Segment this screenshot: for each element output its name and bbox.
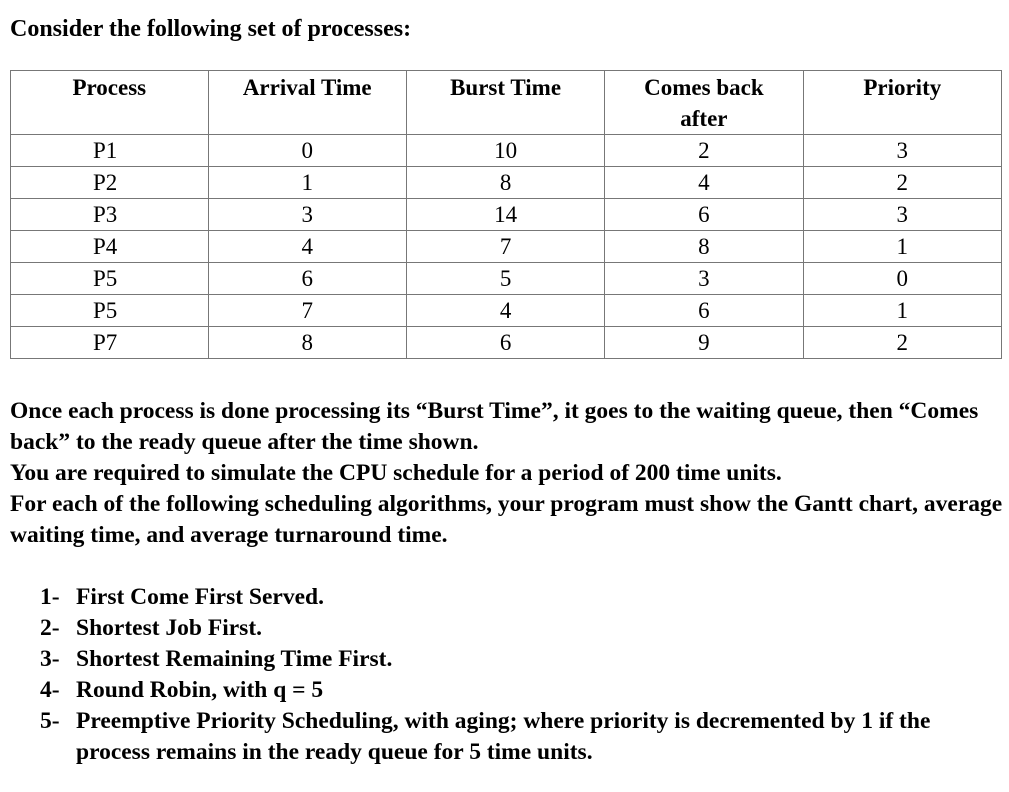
table-row [11, 327, 1002, 359]
cell-burst: 10 [406, 135, 604, 167]
cell-burst: 5 [406, 263, 604, 295]
cell-process: P5 [11, 263, 209, 295]
list-item-text: Round Robin, with q = 5 [76, 677, 324, 703]
cell-process: P3 [11, 199, 209, 231]
cell-priority: 1 [803, 231, 1001, 263]
process-table [10, 70, 1002, 359]
list-item-number: 3- [40, 646, 60, 672]
cell-process: P7 [11, 327, 209, 359]
cell-burst: 6 [406, 327, 604, 359]
table-row [11, 135, 1002, 167]
header-comes-back-after [605, 71, 803, 135]
table-row [11, 167, 1002, 199]
cell-arrival: 4 [208, 231, 406, 263]
list-item-number: 5- [40, 708, 60, 734]
header-priority: Priority [803, 71, 1001, 135]
table-row [11, 263, 1002, 295]
cell-process: P5 [11, 295, 209, 327]
cell-comes-back: 9 [605, 327, 803, 359]
paragraph-requirements: For each of the following scheduling algorithms, your program must show the Gantt chart, average waiting time, and average turnaround time. [10, 491, 1003, 548]
cell-comes-back: 8 [605, 231, 803, 263]
cell-priority: 2 [803, 167, 1001, 199]
list-item-text: First Come First Served. [76, 584, 324, 610]
list-item-number: 1- [40, 584, 60, 610]
page-heading: Consider the following set of processes: [10, 16, 412, 42]
header-comes-back-line2: after [680, 106, 728, 131]
cell-arrival: 8 [208, 327, 406, 359]
paragraph-simulation-period: You are required to simulate the CPU schedule for a period of 200 time units. [10, 460, 782, 486]
cell-arrival: 0 [208, 135, 406, 167]
cell-comes-back: 2 [605, 135, 803, 167]
cell-arrival: 6 [208, 263, 406, 295]
cell-comes-back: 6 [605, 199, 803, 231]
header-process: Process [11, 71, 209, 135]
paragraph-waiting-queue: Once each process is done processing its “Burst Time”, it goes to the waiting queue, then “Comes back” to the ready queue after the time shown. [10, 398, 979, 455]
cell-priority: 1 [803, 295, 1001, 327]
cell-burst: 14 [406, 199, 604, 231]
algorithm-list [40, 582, 1005, 768]
list-item-text: Shortest Job First. [76, 615, 263, 641]
header-comes-back-line1: Comes back [644, 75, 764, 100]
table-row [11, 199, 1002, 231]
cell-arrival: 1 [208, 167, 406, 199]
cell-comes-back: 4 [605, 167, 803, 199]
list-item [40, 706, 1005, 768]
list-item [40, 675, 1005, 706]
header-arrival-time: Arrival Time [208, 71, 406, 135]
list-item-number: 2- [40, 615, 60, 641]
list-item-number: 4- [40, 677, 60, 703]
cell-process: P4 [11, 231, 209, 263]
cell-burst: 4 [406, 295, 604, 327]
cell-burst: 7 [406, 231, 604, 263]
cell-priority: 3 [803, 135, 1001, 167]
cell-priority: 3 [803, 199, 1001, 231]
list-item [40, 644, 1005, 675]
table-row [11, 231, 1002, 263]
list-item-text: Shortest Remaining Time First. [76, 646, 393, 672]
cell-arrival: 7 [208, 295, 406, 327]
cell-process: P2 [11, 167, 209, 199]
table-row [11, 295, 1002, 327]
cell-process: P1 [11, 135, 209, 167]
cell-comes-back: 6 [605, 295, 803, 327]
header-burst-time: Burst Time [406, 71, 604, 135]
list-item [40, 613, 1005, 644]
cell-arrival: 3 [208, 199, 406, 231]
cell-priority: 2 [803, 327, 1001, 359]
table-header-row [11, 71, 1002, 135]
list-item-text: Preemptive Priority Scheduling, with aging; where priority is decremented by 1 if the process remains in the ready queue for 5 time units. [76, 708, 931, 765]
list-item [40, 582, 1005, 613]
cell-priority: 0 [803, 263, 1001, 295]
cell-burst: 8 [406, 167, 604, 199]
cell-comes-back: 3 [605, 263, 803, 295]
instructions-text [10, 396, 1005, 551]
